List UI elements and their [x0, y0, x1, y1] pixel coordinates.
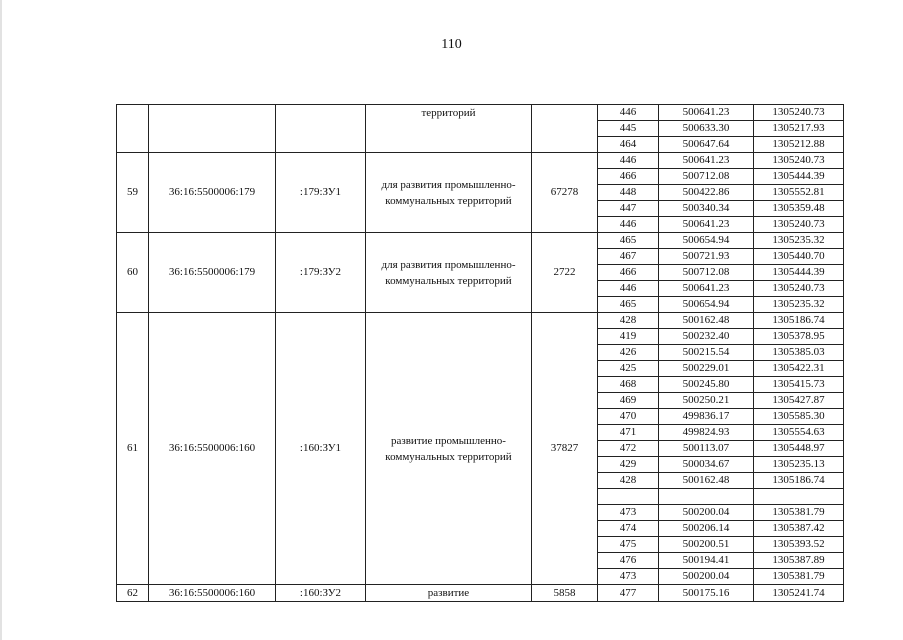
x-coordinate-cell: 500162.48: [659, 313, 754, 329]
x-coordinate-cell: 500340.34: [659, 201, 754, 217]
land-plot-id-cell: :179:ЗУ2: [276, 233, 366, 313]
x-coordinate-cell: 500232.40: [659, 329, 754, 345]
point-number-cell: 473: [598, 505, 659, 521]
y-coordinate-cell: 1305240.73: [754, 217, 844, 233]
area-cell: 2722: [532, 233, 598, 313]
table-row: [117, 153, 844, 169]
y-coordinate-cell: 1305552.81: [754, 185, 844, 201]
y-coordinate-cell: 1305217.93: [754, 121, 844, 137]
table-row: [117, 233, 844, 249]
point-number-cell: 473: [598, 569, 659, 585]
x-coordinate-cell: 500641.23: [659, 281, 754, 297]
point-number-cell: 467: [598, 249, 659, 265]
point-number-cell: 448: [598, 185, 659, 201]
x-coordinate-cell: 500641.23: [659, 217, 754, 233]
table-row: [117, 585, 844, 602]
x-coordinate-cell: 500200.51: [659, 537, 754, 553]
x-coordinate-cell: 500712.08: [659, 265, 754, 281]
scan-edge: [0, 0, 2, 640]
land-plot-id-cell: [276, 105, 366, 153]
y-coordinate-cell: 1305240.73: [754, 281, 844, 297]
y-coordinate-cell: 1305385.03: [754, 345, 844, 361]
land-plot-id-cell: :160:ЗУ1: [276, 313, 366, 585]
point-number-cell: 445: [598, 121, 659, 137]
point-number-cell: 468: [598, 377, 659, 393]
permitted-use-cell: развитие: [366, 585, 532, 602]
point-number-cell: 446: [598, 105, 659, 121]
x-coordinate-cell: 500633.30: [659, 121, 754, 137]
point-number-cell: 429: [598, 457, 659, 473]
point-number-cell: 471: [598, 425, 659, 441]
y-coordinate-cell: 1305235.13: [754, 457, 844, 473]
parcel-number-cell: 61: [117, 313, 149, 585]
permitted-use-cell: для развития промышленно-коммунальных территорий: [366, 233, 532, 313]
point-number-cell: 419: [598, 329, 659, 345]
y-coordinate-cell: 1305393.52: [754, 537, 844, 553]
x-coordinate-cell: 500162.48: [659, 473, 754, 489]
y-coordinate-cell: 1305554.63: [754, 425, 844, 441]
y-coordinate-cell: 1305444.39: [754, 265, 844, 281]
land-plot-id-cell: :160:ЗУ2: [276, 585, 366, 602]
point-number-cell: [598, 489, 659, 505]
x-coordinate-cell: 500647.64: [659, 137, 754, 153]
x-coordinate-cell: 500712.08: [659, 169, 754, 185]
page-number: 110: [441, 37, 462, 52]
point-number-cell: 472: [598, 441, 659, 457]
y-coordinate-cell: [754, 489, 844, 505]
y-coordinate-cell: 1305240.73: [754, 153, 844, 169]
point-number-cell: 446: [598, 217, 659, 233]
point-number-cell: 446: [598, 281, 659, 297]
y-coordinate-cell: 1305444.39: [754, 169, 844, 185]
x-coordinate-cell: 500215.54: [659, 345, 754, 361]
y-coordinate-cell: 1305422.31: [754, 361, 844, 377]
point-number-cell: 447: [598, 201, 659, 217]
x-coordinate-cell: 500422.86: [659, 185, 754, 201]
y-coordinate-cell: 1305359.48: [754, 201, 844, 217]
point-number-cell: 425: [598, 361, 659, 377]
x-coordinate-cell: 500175.16: [659, 585, 754, 602]
permitted-use-cell: территорий: [366, 105, 532, 153]
permitted-use-cell: для развития промышленно-коммунальных территорий: [366, 153, 532, 233]
y-coordinate-cell: 1305585.30: [754, 409, 844, 425]
y-coordinate-cell: 1305381.79: [754, 569, 844, 585]
table-row: [117, 105, 844, 121]
x-coordinate-cell: 500229.01: [659, 361, 754, 377]
point-number-cell: 428: [598, 473, 659, 489]
y-coordinate-cell: 1305387.89: [754, 553, 844, 569]
x-coordinate-cell: 500200.04: [659, 505, 754, 521]
area-cell: [532, 105, 598, 153]
parcel-number-cell: 59: [117, 153, 149, 233]
point-number-cell: 428: [598, 313, 659, 329]
x-coordinate-cell: 500034.67: [659, 457, 754, 473]
point-number-cell: 465: [598, 233, 659, 249]
y-coordinate-cell: 1305212.88: [754, 137, 844, 153]
point-number-cell: 470: [598, 409, 659, 425]
x-coordinate-cell: 500654.94: [659, 233, 754, 249]
point-number-cell: 474: [598, 521, 659, 537]
table-row: [117, 313, 844, 329]
cadastral-number-cell: 36:16:5500006:179: [149, 233, 276, 313]
cadastral-number-cell: 36:16:5500006:160: [149, 585, 276, 602]
point-number-cell: 476: [598, 553, 659, 569]
parcel-number-cell: 62: [117, 585, 149, 602]
y-coordinate-cell: 1305427.87: [754, 393, 844, 409]
land-plot-id-cell: :179:ЗУ1: [276, 153, 366, 233]
point-number-cell: 477: [598, 585, 659, 602]
y-coordinate-cell: 1305186.74: [754, 473, 844, 489]
y-coordinate-cell: 1305415.73: [754, 377, 844, 393]
y-coordinate-cell: 1305240.73: [754, 105, 844, 121]
parcel-number-cell: [117, 105, 149, 153]
point-number-cell: 469: [598, 393, 659, 409]
x-coordinate-cell: 500194.41: [659, 553, 754, 569]
y-coordinate-cell: 1305235.32: [754, 297, 844, 313]
point-number-cell: 475: [598, 537, 659, 553]
y-coordinate-cell: 1305448.97: [754, 441, 844, 457]
x-coordinate-cell: 500641.23: [659, 105, 754, 121]
y-coordinate-cell: 1305241.74: [754, 585, 844, 602]
y-coordinate-cell: 1305378.95: [754, 329, 844, 345]
survey-coordinates-table: [116, 104, 844, 602]
parcel-number-cell: 60: [117, 233, 149, 313]
cadastral-number-cell: [149, 105, 276, 153]
point-number-cell: 464: [598, 137, 659, 153]
x-coordinate-cell: 499836.17: [659, 409, 754, 425]
point-number-cell: 465: [598, 297, 659, 313]
y-coordinate-cell: 1305186.74: [754, 313, 844, 329]
y-coordinate-cell: 1305387.42: [754, 521, 844, 537]
point-number-cell: 426: [598, 345, 659, 361]
x-coordinate-cell: 500206.14: [659, 521, 754, 537]
y-coordinate-cell: 1305440.70: [754, 249, 844, 265]
area-cell: 37827: [532, 313, 598, 585]
x-coordinate-cell: 499824.93: [659, 425, 754, 441]
x-coordinate-cell: 500721.93: [659, 249, 754, 265]
point-number-cell: 466: [598, 169, 659, 185]
cadastral-number-cell: 36:16:5500006:160: [149, 313, 276, 585]
y-coordinate-cell: 1305235.32: [754, 233, 844, 249]
x-coordinate-cell: [659, 489, 754, 505]
x-coordinate-cell: 500641.23: [659, 153, 754, 169]
x-coordinate-cell: 500200.04: [659, 569, 754, 585]
y-coordinate-cell: 1305381.79: [754, 505, 844, 521]
x-coordinate-cell: 500113.07: [659, 441, 754, 457]
cadastral-number-cell: 36:16:5500006:179: [149, 153, 276, 233]
point-number-cell: 446: [598, 153, 659, 169]
point-number-cell: 466: [598, 265, 659, 281]
area-cell: 5858: [532, 585, 598, 602]
x-coordinate-cell: 500250.21: [659, 393, 754, 409]
area-cell: 67278: [532, 153, 598, 233]
permitted-use-cell: развитие промышленно-коммунальных территорий: [366, 313, 532, 585]
x-coordinate-cell: 500654.94: [659, 297, 754, 313]
x-coordinate-cell: 500245.80: [659, 377, 754, 393]
